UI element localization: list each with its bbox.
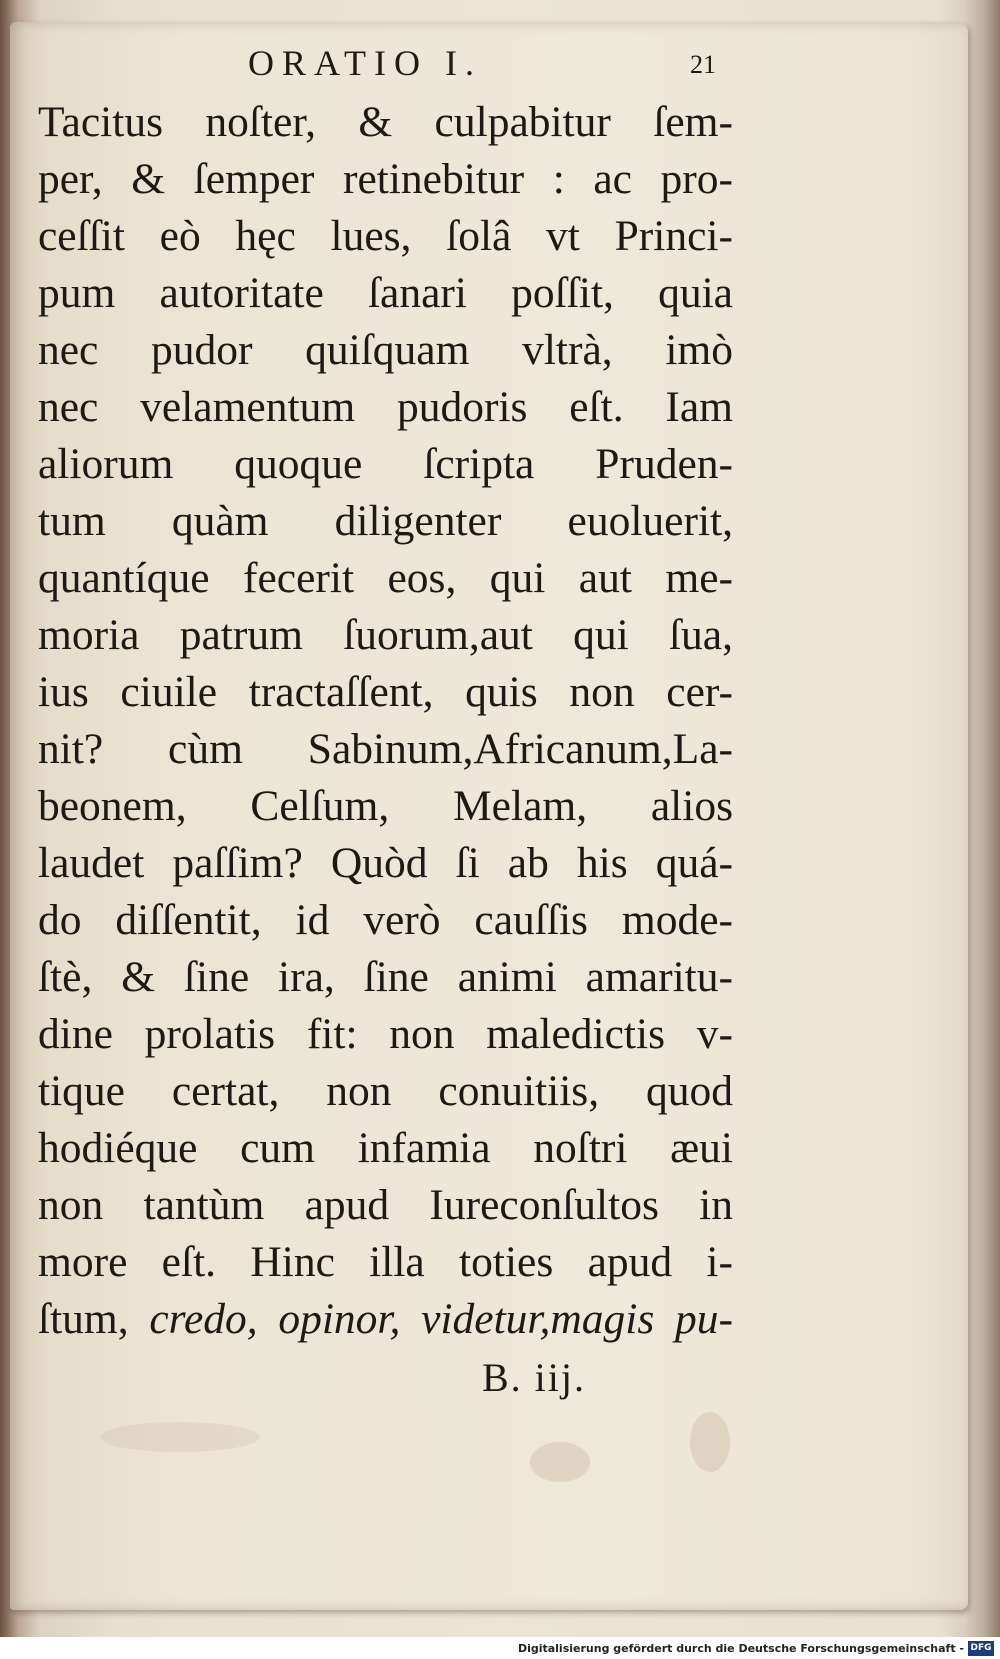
text-line: ceſſit eò hęc lues, ſolâ vt Princi-: [38, 212, 733, 260]
text-line: pum autoritate ſanari poſſit, quia: [38, 269, 733, 317]
stain-mark: [530, 1442, 590, 1482]
text-roman-segment: ſtum,: [38, 1295, 150, 1343]
text-line: dine prolatis fit: non maledictis v-: [38, 1010, 733, 1058]
text-line: ſtè, & ſine ira, ſine animi amaritu-: [38, 953, 733, 1001]
text-italic-segment: credo, opinor, videtur,magis pu-: [149, 1295, 733, 1343]
text-line: per, & ſemper retinebitur : ac pro-: [38, 155, 733, 203]
funding-credit: Digitalisierung gefördert durch die Deutsche Forschungsgemeinschaft -: [517, 1642, 964, 1655]
text-line: Tacitus noſter, & culpabitur ſem-: [38, 98, 733, 146]
text-line: moria patrum ſuorum,aut qui ſua,: [38, 611, 733, 659]
text-line: aliorum quoque ſcripta Pruden-: [38, 440, 733, 488]
dfg-logo: DFG: [968, 1641, 994, 1656]
text-line: hodiéque cum infamia noſtri æui: [38, 1124, 733, 1172]
show-through-mark: [100, 1422, 260, 1452]
text-line: tique certat, non conuitiis, quod: [38, 1067, 733, 1115]
running-title: ORATIO I.: [248, 43, 482, 83]
text-line: laudet paſſim? Quòd ſi ab his quá-: [38, 839, 733, 887]
text-line: beonem, Celſum, Melam, alios: [38, 782, 733, 830]
text-line: more eſt. Hinc illa toties apud i-: [38, 1238, 733, 1286]
page-header: [240, 42, 720, 92]
text-line: ius ciuile tractaſſent, quis non cer-: [38, 668, 733, 716]
footer-bar: [0, 1637, 1000, 1659]
text-line: nit? cùm Sabinum,Africanum,La-: [38, 725, 733, 773]
body-text: [38, 94, 738, 1348]
text-line: do diſſentit, id verò cauſſis mode-: [38, 896, 733, 944]
text-line: nec pudor quiſquam vltrà, imò: [38, 326, 733, 374]
text-line: tum quàm diligenter euoluerit,: [38, 497, 733, 545]
text-line-last: [38, 1291, 733, 1348]
stain-mark: [690, 1412, 730, 1472]
text-line: quantíque fecerit eos, qui aut me-: [38, 554, 733, 602]
signature-mark: B. iij.: [482, 1355, 587, 1400]
text-line: non tantùm apud Iureconſultos in: [38, 1181, 733, 1229]
text-line: nec velamentum pudoris eſt. Iam: [38, 383, 733, 431]
page-number: 21: [690, 50, 716, 79]
